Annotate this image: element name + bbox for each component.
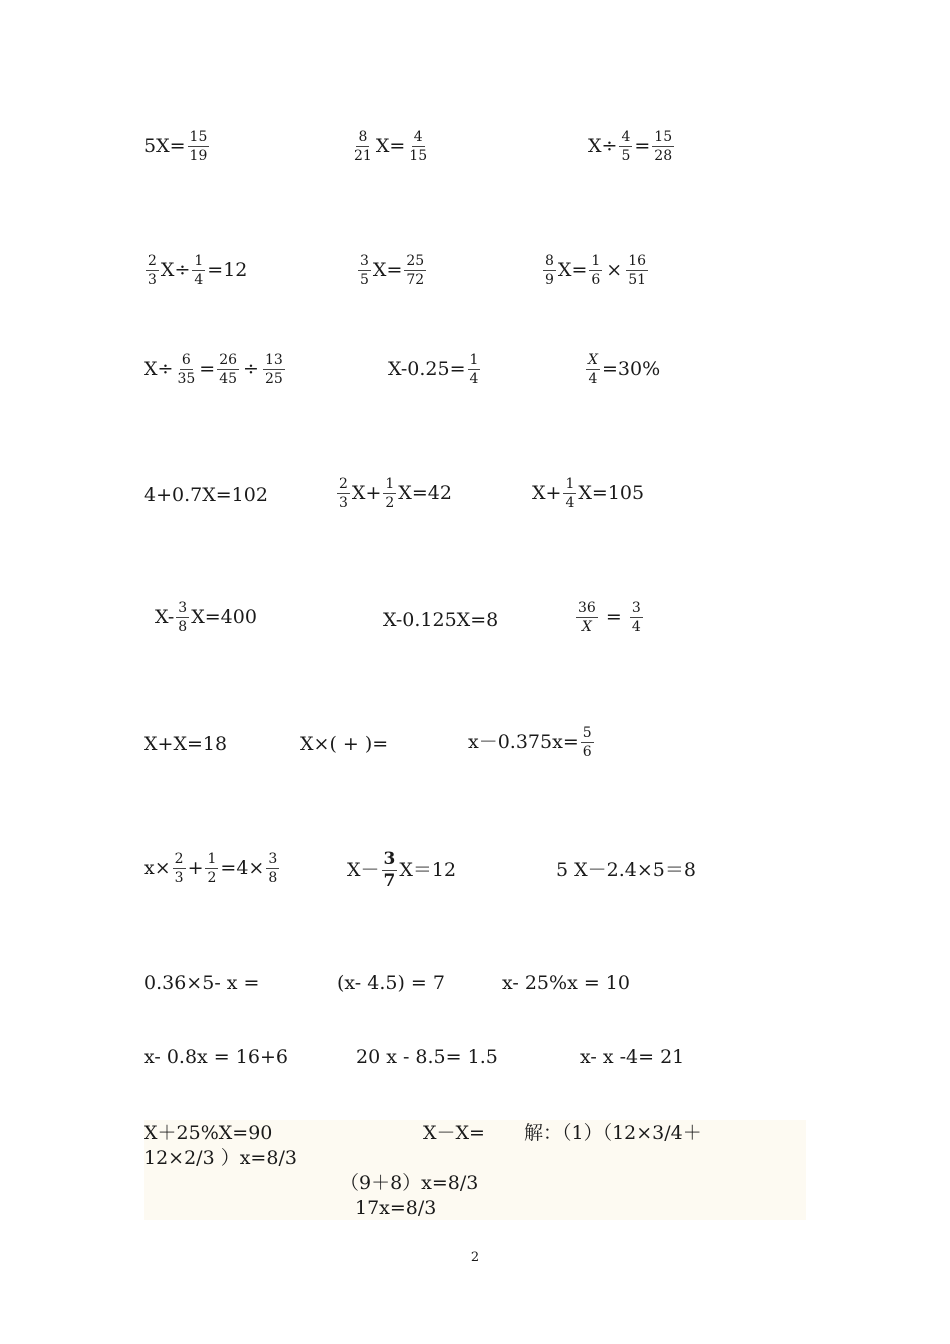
page-number: 2 bbox=[470, 1250, 480, 1265]
denominator: 45 bbox=[219, 370, 238, 387]
solution-line: X＋25%X=90 bbox=[144, 1122, 273, 1144]
equation-text: X= bbox=[375, 135, 406, 158]
numerator: 16 bbox=[628, 253, 647, 269]
equation-text: X- bbox=[155, 606, 175, 629]
fraction bbox=[192, 254, 205, 287]
equation-r5-b bbox=[383, 611, 498, 630]
fraction bbox=[563, 477, 576, 510]
denominator: 51 bbox=[628, 271, 647, 288]
equation-text: =12 bbox=[207, 259, 248, 282]
numerator: 2 bbox=[339, 476, 348, 492]
numerator: 15 bbox=[189, 129, 208, 145]
denominator: 4 bbox=[469, 370, 479, 387]
denominator: 6 bbox=[591, 271, 601, 288]
fraction bbox=[266, 852, 279, 885]
equation-text: X-0.125X=8 bbox=[383, 609, 499, 631]
denominator: 4 bbox=[588, 370, 598, 387]
equation-text: X= bbox=[372, 259, 403, 282]
equals-sign: = bbox=[634, 135, 651, 158]
equation-r9-b bbox=[356, 1048, 498, 1067]
equation-r1-a bbox=[144, 130, 211, 163]
denominator: 4 bbox=[631, 618, 641, 635]
equation-r7-a bbox=[144, 852, 281, 885]
equation-r8-a bbox=[144, 974, 259, 993]
numerator: 3 bbox=[383, 849, 396, 869]
numerator: 15 bbox=[654, 129, 673, 145]
solution-line: 12×2/3 ）x=8/3 bbox=[144, 1147, 297, 1169]
equation-text: x- x -4= 21 bbox=[580, 1046, 685, 1068]
denominator: 25 bbox=[264, 370, 283, 387]
fraction bbox=[468, 353, 481, 386]
equation-r3-a bbox=[144, 353, 287, 386]
equation-text: =30% bbox=[601, 358, 661, 381]
equation-text: x－0.375x= bbox=[468, 731, 579, 754]
equation-r4-a bbox=[144, 486, 268, 505]
solution-line: X－X= bbox=[423, 1122, 485, 1144]
fraction bbox=[581, 726, 594, 759]
numerator: 6 bbox=[181, 352, 191, 368]
fraction bbox=[404, 254, 426, 287]
denominator: 7 bbox=[383, 870, 396, 891]
variable-x: X bbox=[581, 618, 592, 635]
fraction bbox=[619, 130, 632, 163]
equation-r1-c bbox=[588, 130, 676, 163]
equation-text: =4× bbox=[220, 857, 265, 880]
plus-sign: + bbox=[187, 857, 204, 880]
denominator: 3 bbox=[148, 271, 157, 288]
equation-text: 4+0.7X=102 bbox=[144, 484, 268, 506]
equation-text: X－ bbox=[347, 859, 380, 882]
equation-text: X=42 bbox=[398, 482, 452, 505]
numerator: 13 bbox=[264, 352, 283, 368]
equation-r3-c bbox=[584, 353, 660, 386]
fraction bbox=[217, 353, 239, 386]
equation-text: X＝12 bbox=[399, 859, 457, 882]
fraction bbox=[205, 852, 218, 885]
fraction bbox=[173, 852, 186, 885]
denominator: 5 bbox=[360, 271, 369, 288]
numerator: 2 bbox=[148, 253, 157, 269]
denominator: 15 bbox=[409, 147, 428, 164]
denominator: 9 bbox=[545, 271, 554, 288]
numerator: 4 bbox=[621, 129, 631, 145]
equation-r7-c bbox=[556, 861, 696, 880]
denominator: 21 bbox=[354, 147, 372, 164]
fraction bbox=[630, 601, 643, 634]
fraction bbox=[626, 254, 648, 287]
equation-text: X÷ bbox=[588, 135, 618, 158]
numerator: 4 bbox=[413, 129, 423, 145]
denominator: 3 bbox=[174, 869, 184, 886]
fraction bbox=[175, 353, 197, 386]
numerator bbox=[586, 353, 600, 370]
numerator: 26 bbox=[219, 352, 238, 368]
equation-text: 5 X－2.4×5＝8 bbox=[556, 859, 696, 881]
fraction bbox=[576, 601, 598, 634]
equation-r4-b bbox=[335, 477, 452, 510]
denominator: 5 bbox=[621, 147, 631, 164]
equation-r5-a bbox=[155, 601, 257, 634]
equation-text: X+ bbox=[351, 482, 382, 505]
equation-text: X+X=18 bbox=[144, 733, 228, 755]
denominator: 2 bbox=[385, 494, 395, 511]
equation-r2-a bbox=[144, 254, 247, 287]
equals-sign: = bbox=[599, 606, 628, 629]
fraction bbox=[337, 477, 350, 510]
times-sign: × bbox=[606, 259, 623, 282]
denominator: 4 bbox=[194, 271, 204, 288]
numerator: 3 bbox=[268, 851, 278, 867]
equation-r6-c bbox=[468, 726, 596, 759]
solution-line: 解：（1）（12×3/4＋ bbox=[524, 1122, 702, 1144]
fraction bbox=[146, 254, 159, 287]
solution-line: （9＋8）x=8/3 bbox=[340, 1172, 479, 1194]
fraction bbox=[589, 254, 602, 287]
equation-text: X=400 bbox=[191, 606, 257, 629]
equation-r8-c bbox=[502, 974, 630, 993]
fraction bbox=[352, 130, 374, 163]
fraction bbox=[543, 254, 556, 287]
numerator: 8 bbox=[545, 253, 554, 269]
equation-text: X= bbox=[557, 259, 588, 282]
fraction bbox=[383, 477, 396, 510]
numerator: 25 bbox=[406, 253, 425, 269]
denominator: 35 bbox=[177, 370, 196, 387]
denominator: 72 bbox=[406, 271, 425, 288]
solution-line: 17x=8/3 bbox=[355, 1197, 437, 1219]
equation-text: x× bbox=[144, 857, 171, 880]
equation-r5-c bbox=[574, 601, 645, 634]
equation-r9-c bbox=[580, 1048, 684, 1067]
equation-text: X-0.25= bbox=[388, 358, 466, 381]
denominator: 8 bbox=[268, 869, 278, 886]
equation-r6-b bbox=[300, 735, 388, 754]
denominator: 28 bbox=[654, 147, 673, 164]
denominator: 2 bbox=[207, 869, 217, 886]
fraction bbox=[188, 130, 210, 163]
equation-r9-a bbox=[144, 1048, 288, 1067]
equation-text: X÷ bbox=[160, 259, 191, 282]
fraction bbox=[586, 353, 600, 386]
equation-text: 5X= bbox=[144, 135, 186, 158]
equation-text: X=105 bbox=[578, 482, 645, 505]
denominator bbox=[580, 618, 594, 635]
equation-r4-c bbox=[532, 477, 644, 510]
equation-text: X+ bbox=[532, 482, 562, 505]
equation-text: 0.36×5- x = bbox=[144, 972, 260, 994]
variable-x: X bbox=[588, 352, 598, 368]
denominator: 4 bbox=[565, 494, 575, 511]
equation-r1-b bbox=[350, 130, 431, 163]
fraction bbox=[652, 130, 674, 163]
numerator: 1 bbox=[207, 851, 217, 867]
equation-text: (x- 4.5) = 7 bbox=[337, 972, 445, 994]
equation-text: x- 0.8x = 16+6 bbox=[144, 1046, 288, 1068]
numerator: 1 bbox=[194, 253, 204, 269]
equation-r6-a bbox=[144, 735, 227, 754]
equation-text: X×( + )= bbox=[300, 733, 389, 755]
solution-block bbox=[144, 1120, 806, 1220]
numerator: 1 bbox=[469, 352, 479, 368]
divide-sign: ÷ bbox=[243, 358, 259, 381]
numerator: 2 bbox=[174, 851, 184, 867]
equation-text: 20 x - 8.5= 1.5 bbox=[356, 1046, 498, 1068]
denominator: 8 bbox=[178, 618, 188, 635]
denominator: 3 bbox=[339, 494, 348, 511]
equals-sign: = bbox=[199, 358, 216, 381]
numerator: 1 bbox=[565, 476, 575, 492]
numerator: 3 bbox=[631, 600, 641, 616]
equation-text: X÷ bbox=[144, 358, 174, 381]
numerator: 5 bbox=[582, 725, 592, 741]
fraction bbox=[263, 353, 285, 386]
equation-text: x- 25%x = 10 bbox=[502, 972, 630, 994]
numerator: 36 bbox=[578, 600, 596, 616]
fraction bbox=[176, 601, 189, 634]
equation-r2-c bbox=[541, 254, 650, 287]
fraction bbox=[382, 851, 398, 891]
fraction bbox=[358, 254, 371, 287]
denominator: 19 bbox=[189, 147, 208, 164]
numerator: 1 bbox=[385, 476, 395, 492]
numerator: 3 bbox=[178, 600, 188, 616]
numerator: 8 bbox=[358, 129, 368, 145]
fraction bbox=[407, 130, 429, 163]
equation-r3-b bbox=[388, 353, 482, 386]
equation-r2-b bbox=[356, 254, 428, 287]
numerator: 1 bbox=[591, 253, 601, 269]
equation-r8-b bbox=[337, 974, 445, 993]
denominator: 6 bbox=[582, 743, 592, 760]
equation-r7-b bbox=[347, 851, 456, 891]
numerator: 3 bbox=[360, 253, 369, 269]
